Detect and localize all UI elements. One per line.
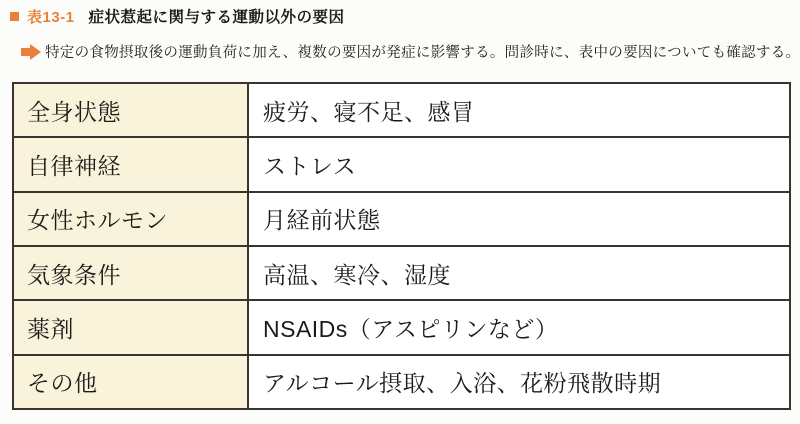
detail-cell: アルコール摂取、入浴、花粉飛散時期 xyxy=(248,355,790,409)
table-caption xyxy=(10,5,345,27)
note-text: 特定の食物摂取後の運動負荷に加え、複数の要因が発症に影響する。問診時に、表中の要因についても確認する。 xyxy=(45,45,800,61)
detail-cell: ストレス xyxy=(248,137,790,191)
table-row xyxy=(13,192,790,246)
factor-cell: 女性ホルモン xyxy=(13,192,248,246)
arrow-right-icon xyxy=(21,44,41,60)
detail-cell: 高温、寒冷、湿度 xyxy=(248,246,790,300)
detail-cell: 疲労、寝不足、感冒 xyxy=(248,83,790,137)
factor-cell: その他 xyxy=(13,355,248,409)
factors-table xyxy=(12,82,791,410)
detail-cell: 月経前状態 xyxy=(248,192,790,246)
table-row xyxy=(13,355,790,409)
factor-cell: 全身状態 xyxy=(13,83,248,137)
table-number-label: 表13-1 xyxy=(27,8,75,26)
table-row xyxy=(13,137,790,191)
table-title: 症状惹起に関与する運動以外の要因 xyxy=(88,9,345,26)
factor-cell: 気象条件 xyxy=(13,246,248,300)
factor-cell: 自律神経 xyxy=(13,137,248,191)
factor-cell: 薬剤 xyxy=(13,300,248,354)
note-line xyxy=(21,41,800,62)
table-row xyxy=(13,246,790,300)
table-row xyxy=(13,83,790,137)
detail-cell: NSAIDs（アスピリンなど） xyxy=(248,300,790,354)
table-row xyxy=(13,300,790,354)
orange-square-icon xyxy=(10,12,19,21)
